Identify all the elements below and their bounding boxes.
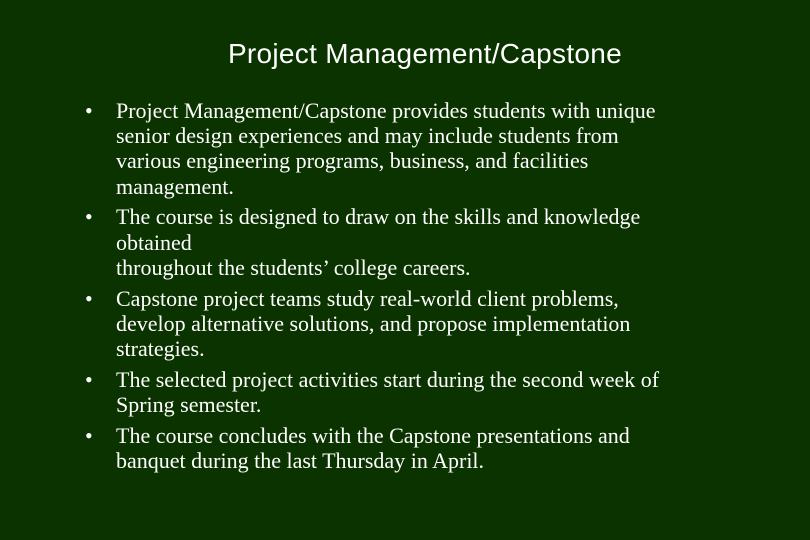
bullet-text — [116, 423, 776, 473]
bullet-line: The course is designed to draw on the skills and knowledge — [116, 204, 641, 230]
bullet-line: throughout the students’ college careers. — [116, 254, 471, 280]
bullet-item — [0, 98, 810, 199]
bullet-line: develop alternative solutions, and propose implementation — [116, 310, 631, 336]
bullet-line: Spring semester. — [116, 392, 262, 418]
bullet-icon: • — [85, 98, 93, 123]
bullet-line: Project Management/Capstone provides students with unique — [116, 98, 656, 123]
bullet-icon: • — [85, 285, 93, 311]
bullet-line: banquet during the last Thursday in April. — [116, 448, 485, 474]
bullet-line: strategies. — [116, 336, 205, 362]
bullet-line: The selected project activities start during the second week of — [116, 366, 660, 392]
bullet-item — [0, 286, 810, 362]
bullet-icon: • — [85, 204, 93, 230]
bullet-text — [116, 367, 776, 417]
bullet-item — [0, 423, 810, 473]
slide-title: Project Management/Capstone — [227, 38, 623, 69]
bullet-line: senior design experiences and may include students from — [116, 123, 619, 149]
bullet-line: The course concludes with the Capstone presentations and — [116, 422, 630, 448]
bullet-line: various engineering programs, business, and facilities — [116, 148, 589, 174]
bullet-item — [0, 367, 810, 417]
bullet-text — [116, 98, 776, 199]
bullet-item — [0, 204, 810, 280]
bullet-text — [116, 286, 776, 362]
bullet-line: management. — [116, 173, 234, 199]
bullet-text — [116, 204, 776, 280]
bullet-icon: • — [85, 366, 93, 392]
bullet-line: obtained — [116, 229, 192, 255]
bullet-icon: • — [85, 422, 93, 448]
bullet-line: Capstone project teams study real-world client problems, — [116, 285, 619, 311]
bullet-list — [0, 98, 810, 479]
